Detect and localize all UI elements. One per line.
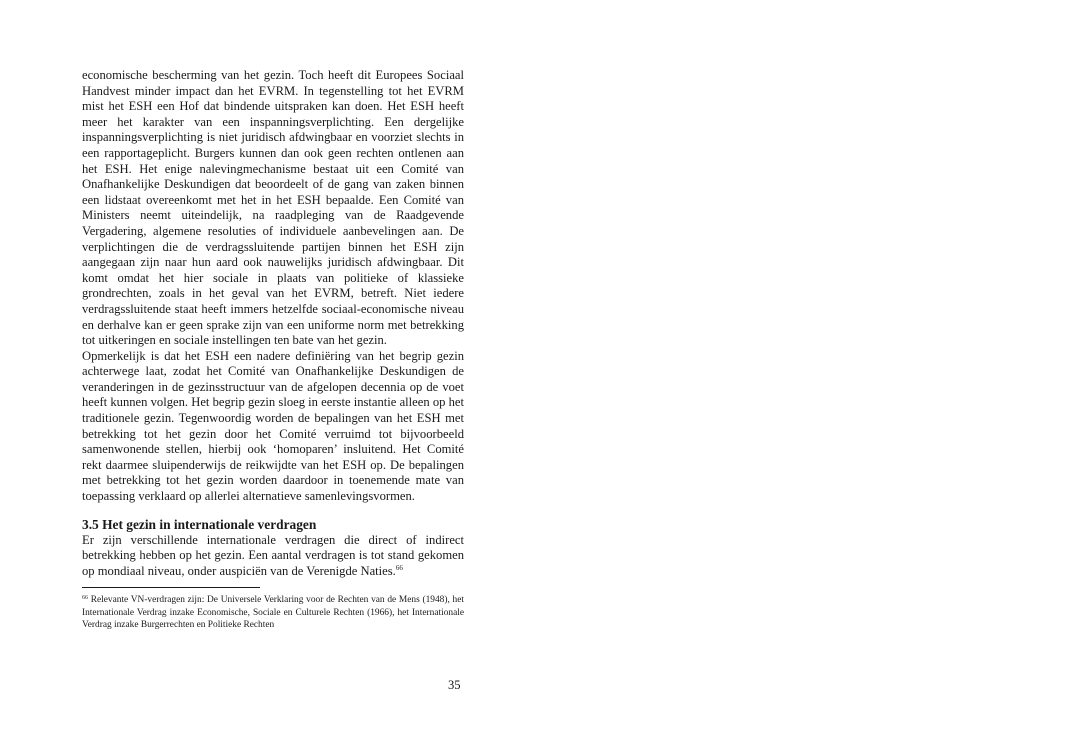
footnote [82,594,464,631]
text-column [82,68,464,631]
paragraph-3-text: Er zijn verschillende internationale verdragen die direct of indirect betrekking hebben op het gezin. Een aantal verdragen is tot stand gekomen op mondiaal niveau, onder auspiciën van de Verenigde Naties. [82,532,464,578]
footnote-marker: 66 [82,595,88,602]
body-paragraph-3 [82,533,464,580]
page-number: 35 [448,678,461,692]
section-heading: 3.5 Het gezin in internationale verdragen [82,516,317,532]
footnote-reference[interactable]: 66 [395,563,403,572]
body-paragraph-1: economische bescherming van het gezin. Toch heeft dit Europees Sociaal Handvest minder impact dan het EVRM. In tegenstelling tot het EVRM mist het ESH een Hof dat bindende uitspraken kan doen. Het ESH heeft meer het karakter van een inspanningsverplichting. Een dergelijke inspanningsverplichting is niet juridisch afdwingbaar en voorziet slechts in een rapportageplicht. Burgers kunnen dan ook geen rechten ontlenen aan het ESH. Het enige nalevingmechanisme bestaat uit een Comité van Onafhankelijke Deskundigen dat beoordeelt of de gang van zaken binnen een lidstaat overeenkomt met het in het ESH bepaalde. Een Comité van Ministers neemt uiteindelijk, na raadpleging van de Raadgevende Vergadering, algemene resoluties of individuele aanbevelingen aan. De verplichtingen die de verdragssluitende partijen binnen het ESH zijn aangegaan zijn naar hun aard ook nauwelijks juridisch afdwingbaar. Dit komt omdat het hier sociale in plaats van politieke of klassieke grondrechten, zoals in het geval van het EVRM, betreft. Niet iedere verdragssluitende staat heeft immers hetzelfde sociaal-economische niveau en derhalve kan er geen sprake zijn van een uniforme norm met betrekking tot uitkeringen en sociale instellingen ten bate van het gezin. [82,68,464,348]
footnote-divider [82,587,260,588]
body-paragraph-2: Opmerkelijk is dat het ESH een nadere definiëring van het begrip gezin achterwege laat, zodat het Comité van Onafhankelijke Deskundigen de veranderingen in de gezinsstructuur van de afgelopen decennia op de voet heeft kunnen volgen. Het begrip gezin sloeg in eerste instantie alleen op het traditionele gezin. Tegenwoordig worden de bepalingen van het ESH met betrekking tot het gezin door het Comité verruimd tot bijvoorbeeld samenwonende stellen, hierbij ook ‘homoparen’ insluitend. Het Comité rekt daarmee sluipenderwijs de reikwijdte van het ESH op. De bepalingen met betrekking tot het gezin worden daardoor in toenemende mate van toepassing verklaard op allerlei alternatieve samenlevingsvormen. [82,348,464,504]
footnote-text: Relevante VN-verdragen zijn: De Universele Verklaring voor de Rechten van de Mens (1948), het Internationale Verdrag inzake Economische, Sociale en Culturele Rechten (1966), het Internationale Verdrag inzake Burgerrechten en Politieke Rechten [82,595,465,630]
